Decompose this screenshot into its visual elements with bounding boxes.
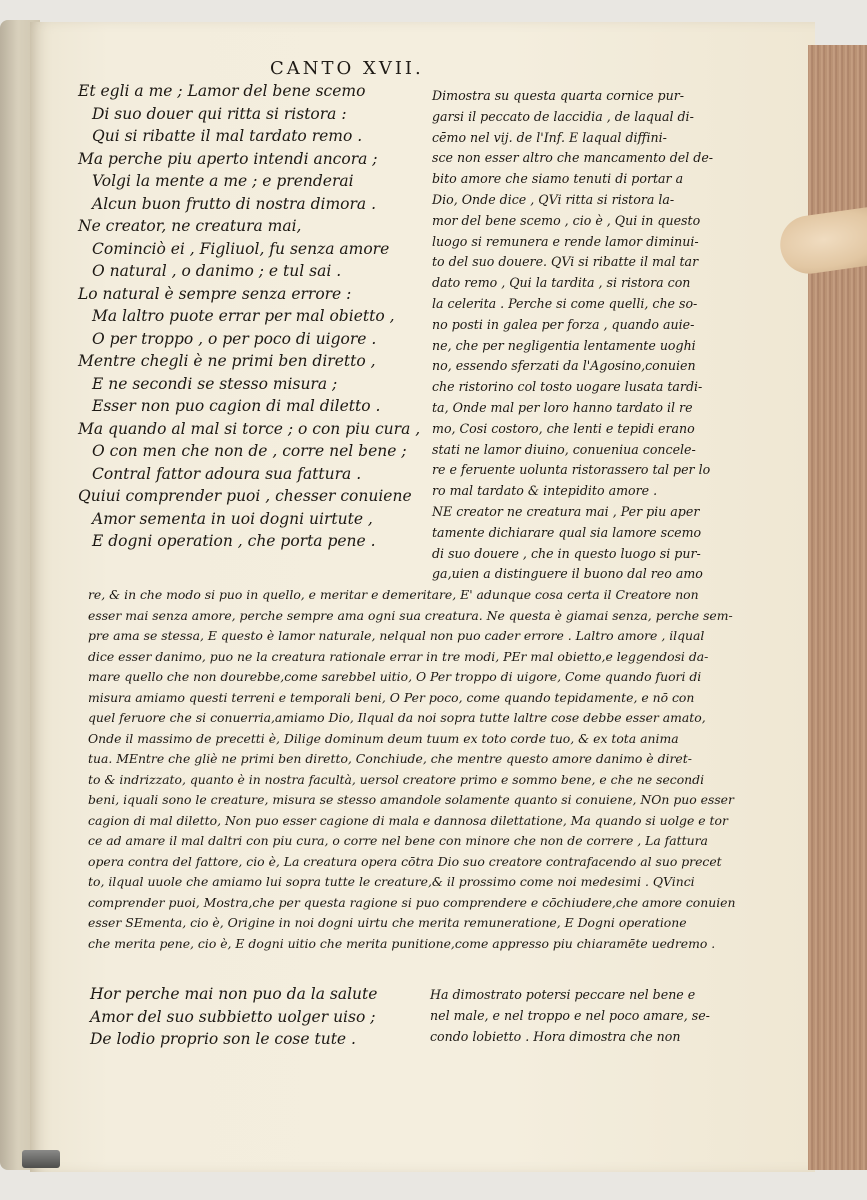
commentary-wide-line: to & indrizzato, quanto è in nostra facultà, uersol creatore primo e sommo bene, e che ne secondi [88, 771, 705, 787]
verse-block-1-line: Ma perche piu aperto intendi ancora ; [78, 149, 378, 168]
commentary-top-line: che ristorino col tosto uogare lusata tardi- [432, 379, 703, 395]
commentary-bottom-line: Ha dimostrato potersi peccare nel bene e [430, 987, 696, 1002]
commentary-wide-line: dice esser danimo, puo ne la creatura rationale errar in tre modi, PEr mal obietto,e leggendosi da- [88, 648, 709, 664]
verse-block-1-line: Di suo douer qui ritta si ristora : [92, 104, 347, 123]
commentary-wide-line: re, & in che modo si puo in quello, e meritar e demeritare, E' adunque cosa certa il Creatore non [88, 587, 699, 602]
commentary-wide-line: esser mai senza amore, perche sempre ama ogni sua creatura. Ne questa è giamai senza, perche sem- [88, 607, 733, 623]
verse-block-1-line: Cominciò ei , Figliuol, fu senza amore [92, 239, 390, 258]
commentary-bottom [430, 985, 710, 1047]
verse-block-1-line: Qui si ribatte il mal tardato remo . [92, 127, 363, 145]
commentary-top-line: stati ne lamor diuino, conueniua concele- [432, 441, 696, 457]
verse-block-1-line: Alcun buon frutto di nostra dimora . [92, 194, 377, 213]
commentary-wide-line: che merita pene, cio è, E dogni uitio che merita punitione,come appresso piu chiaramēte uedremo . [88, 935, 716, 951]
verse-block-1-line: Amor sementa in uoi dogni uirtute , [92, 509, 373, 528]
commentary-top-line: ne, che per negligentia lentamente uoghi [432, 337, 696, 353]
commentary-top-line: cēmo nel vij. de l'Inf. E laqual diffini- [432, 129, 667, 145]
commentary-wide [88, 585, 736, 954]
verse-block-1-line: Volgi la mente a me ; e prenderai [92, 172, 354, 190]
commentary-top-line: ro mal tardato & intepidito amore . [432, 483, 658, 499]
commentary-top-line: mor del bene scemo , cio è , Qui in questo [432, 212, 701, 228]
commentary-wide-line: esser SEmenta, cio è, Origine in noi dogni uirtu che merita remuneratione, E Dogni operatione [88, 915, 687, 930]
verse-block-1-line: Quiui comprender puoi , chesser conuiene [78, 487, 412, 505]
verse-block-1-line: Et egli a me ; Lamor del bene scemo [78, 82, 366, 100]
verse-block-1-line: O natural , o danimo ; e tul sai . [92, 262, 342, 280]
verse-block-1-line: Contral fattor adoura sua fattura . [92, 464, 362, 483]
verse-block-1-line: Ma laltro puote errar per mal obietto , [92, 307, 395, 325]
commentary-wide-line: ce ad amare il mal daltri con piu cura, o corre nel bene con minore che non de correre , La fattura [88, 833, 708, 848]
commentary-top-line: dato remo , Qui la tardita , si ristora con [432, 275, 691, 291]
commentary-top-line: garsi il peccato de laccidia , de laqual di- [432, 108, 694, 124]
verse-block-1-line: E ne secondi se stesso misura ; [92, 374, 338, 393]
commentary-wide-line: misura amiamo questi terreni e temporali beni, O Per poco, come quando tepidamente, e nō con [88, 689, 695, 705]
commentary-wide-line: pre ama se stessa, E questo è lamor naturale, nelqual non puo cader errore . Laltro amore , ilqual [88, 628, 705, 643]
verse-block-1-line: E dogni operation , che porta pene . [92, 532, 376, 550]
commentary-top-line: to del suo douere. QVi si ribatte il mal tar [432, 254, 699, 270]
verse-block-2 [90, 983, 377, 1051]
commentary-top-line: no, essendo sferzati da l'Agosino,conuien [432, 358, 696, 374]
verse-block-1-line: Lo natural è sempre senza errore : [78, 284, 352, 303]
verse-block-2-line: Hor perche mai non puo da la salute [90, 985, 378, 1003]
commentary-top-line: luogo si remunera e rende lamor diminui- [432, 233, 699, 249]
commentary-wide-line: opera contra del fattore, cio è, La creatura opera cōtra Dio suo creatore contrafacendo al suo precet [88, 853, 722, 869]
verse-block-1-line: Ma quando al mal si torce ; o con piu cura , [78, 419, 421, 438]
commentary-top-line: ga,uien a distinguere il buono dal reo amo [432, 566, 703, 582]
commentary-top-line: bito amore che siamo tenuti di portar a [432, 171, 684, 187]
commentary-top-line: tamente dichiarare qual sia lamore scemo [432, 524, 702, 540]
commentary-wide-line: quel feruore che si conuerria,amiamo Dio, Ilqual da noi sopra tutte laltre cose debbe esser amato, [88, 710, 706, 725]
verse-block-1-line: O con men che non de , corre nel bene ; [92, 442, 407, 460]
verse-block-1 [78, 80, 420, 553]
commentary-top-line: NE creator ne creatura mai , Per piu aper [432, 503, 700, 519]
commentary-wide-line: tua. MEntre che gliè ne primi ben diretto, Conchiude, che mentre questo amore danimo è diret- [88, 751, 692, 766]
commentary-wide-line: comprender puoi, Mostra,che per questa ragione si puo comprendere e cōchiudere,che amore conuien [88, 894, 736, 910]
verse-block-1-line: O per troppo , o per poco di uigore . [92, 329, 377, 348]
commentary-top-line: la celerita . Perche si come quelli, che so- [432, 295, 698, 311]
commentary-top-line: no posti in galea per forza , quando auie- [432, 316, 695, 332]
verse-block-2-line: Amor del suo subbietto uolger uiso ; [90, 1007, 376, 1026]
book-clip [22, 1150, 60, 1168]
commentary-wide-line: to, ilqual uuole che amiamo lui sopra tutte le creature,& il prossimo come noi medesimi . QVinci [88, 874, 695, 889]
commentary-wide-line: beni, iquali sono le creature, misura se stesso amandole solamente quanto si conuiene, NOn puo esser [88, 792, 734, 807]
commentary-top-line: ta, Onde mal per loro hanno tardato il re [432, 399, 693, 415]
page-header: CANTO XVII. [270, 58, 424, 79]
commentary-top-line: mo, Cosi costoro, che lenti e tepidi erano [432, 420, 695, 436]
commentary-top-line: Dio, Onde dice , QVi ritta si ristora la- [432, 191, 675, 207]
commentary-wide-line: cagion di mal diletto, Non puo esser cagione di mala e dannosa dilettatione, Ma quando si uolge e tor [88, 812, 728, 828]
verse-block-2-line: De lodio proprio son le cose tute . [90, 1030, 356, 1048]
verse-block-1-line: Mentre chegli è ne primi ben diretto , [78, 352, 376, 370]
commentary-top [432, 86, 713, 585]
verse-block-1-line: Esser non puo cagion di mal diletto . [92, 397, 381, 415]
commentary-wide-line: mare quello che non dourebbe,come sarebbel uitio, O Per troppo di uigore, Come quando fuori di [88, 669, 702, 684]
commentary-wide-line: Onde il massimo de precetti è, Dilige dominum deum tuum ex toto corde tuo, & ex tota anima [88, 730, 679, 746]
commentary-bottom-line: nel male, e nel troppo e nel poco amare, se- [430, 1007, 710, 1023]
commentary-bottom-line: condo lobietto . Hora dimostra che non [430, 1028, 681, 1044]
commentary-top-line: sce non esser altro che mancamento del de- [432, 150, 714, 166]
commentary-top-line: Dimostra su questa quarta cornice pur- [432, 88, 684, 103]
verse-block-1-line: Ne creator, ne creatura mai, [78, 217, 302, 235]
commentary-top-line: di suo douere , che in questo luogo si pur- [432, 545, 701, 561]
commentary-top-line: re e feruente uolunta ristorassero tal per lo [432, 462, 711, 478]
